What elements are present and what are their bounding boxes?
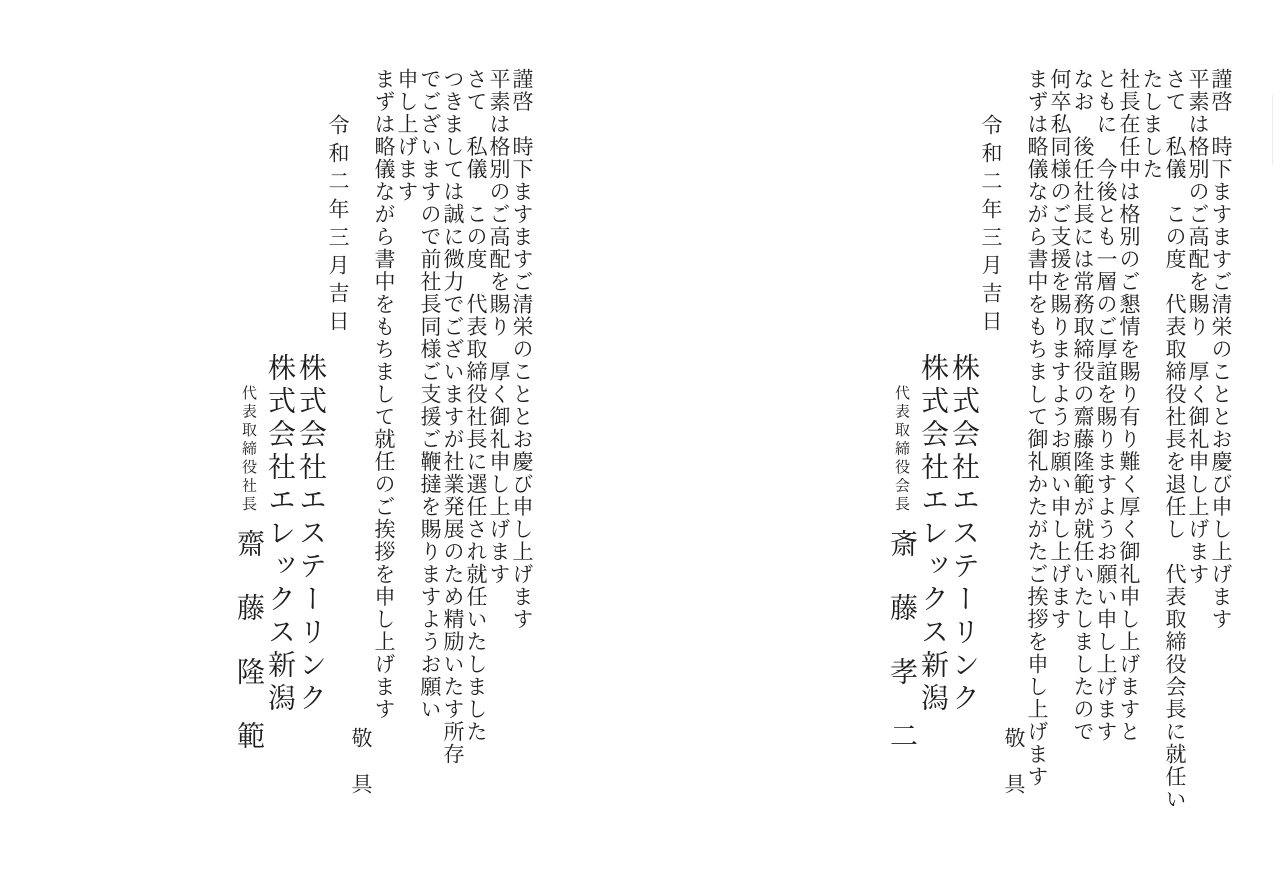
signature-block	[885, 68, 917, 820]
body-column: まずは略儀ながら書中をもちまして就任のご挨拶を申し上げます	[372, 68, 396, 721]
body-column: 謹啓 時下ますますご清栄のこととお慶び申し上げます	[510, 68, 534, 631]
body-column: でございますので前社長同様ご支援ご鞭撻を賜りますようお願い	[418, 68, 442, 721]
body-column: さて 私儀 この度 代表取締役社長に選任され就任いたしました	[464, 68, 488, 743]
body-column: ともに 今後とも一層のご厚誼を賜りますようお願い申し上げます	[1094, 68, 1118, 743]
letter-date: 令和二年三月吉日	[979, 114, 1003, 338]
chairman-retirement-letter	[687, 68, 1232, 820]
body-column: たしました	[1140, 68, 1164, 181]
body-column: まずは略儀ながら書中をもちまして御礼かたがたご挨拶を申し上げます	[1025, 68, 1049, 788]
signature-block	[232, 68, 264, 820]
company-name: 株式会社エレックス新潟	[264, 353, 295, 716]
signer-title: 代表取締役社長	[240, 385, 256, 515]
scan-edge-artifact	[1272, 95, 1273, 165]
body-column: つきましては誠に微力でございますが社業発展のため精励いたす所存	[441, 68, 465, 766]
body-column: なお 後任社長には常務取締役の齋藤隆範が就任いたしましたので	[1071, 68, 1095, 743]
signer-title: 代表取締役会長	[893, 385, 909, 515]
body-column: 社長在任中は格別のご懇情を賜り有り難く厚く御礼申し上げますと	[1117, 68, 1141, 743]
body-column: 平素は格別のご高配を賜り 厚く御礼申し上げます	[487, 68, 511, 586]
closing-keigu: 敬 具	[1002, 727, 1026, 796]
company-name: 株式会社エステーリンク	[948, 353, 979, 716]
body-column: 謹啓 時下ますますご清栄のこととお慶び申し上げます	[1209, 68, 1233, 631]
body-column: 何卒私同様のご支援を賜りますようお願い申し上げます	[1048, 68, 1072, 631]
body-column: 平素は格別のご高配を賜り 厚く御礼申し上げます	[1186, 68, 1210, 586]
company-name: 株式会社エレックス新潟	[917, 353, 948, 716]
company-name: 株式会社エステーリンク	[295, 353, 326, 716]
closing-keigu: 敬 具	[349, 727, 373, 796]
body-column: さて 私儀 この度 代表取締役社長を退任し 代表取締役会長に就任い	[1163, 68, 1187, 811]
president-appointment-letter	[55, 68, 533, 820]
body-column: 申し上げます	[395, 68, 419, 203]
letter-date: 令和二年三月吉日	[326, 114, 350, 338]
signer-name: 斎 藤 孝 二	[886, 528, 917, 753]
signer-name: 齋 藤 隆 範	[233, 528, 264, 753]
